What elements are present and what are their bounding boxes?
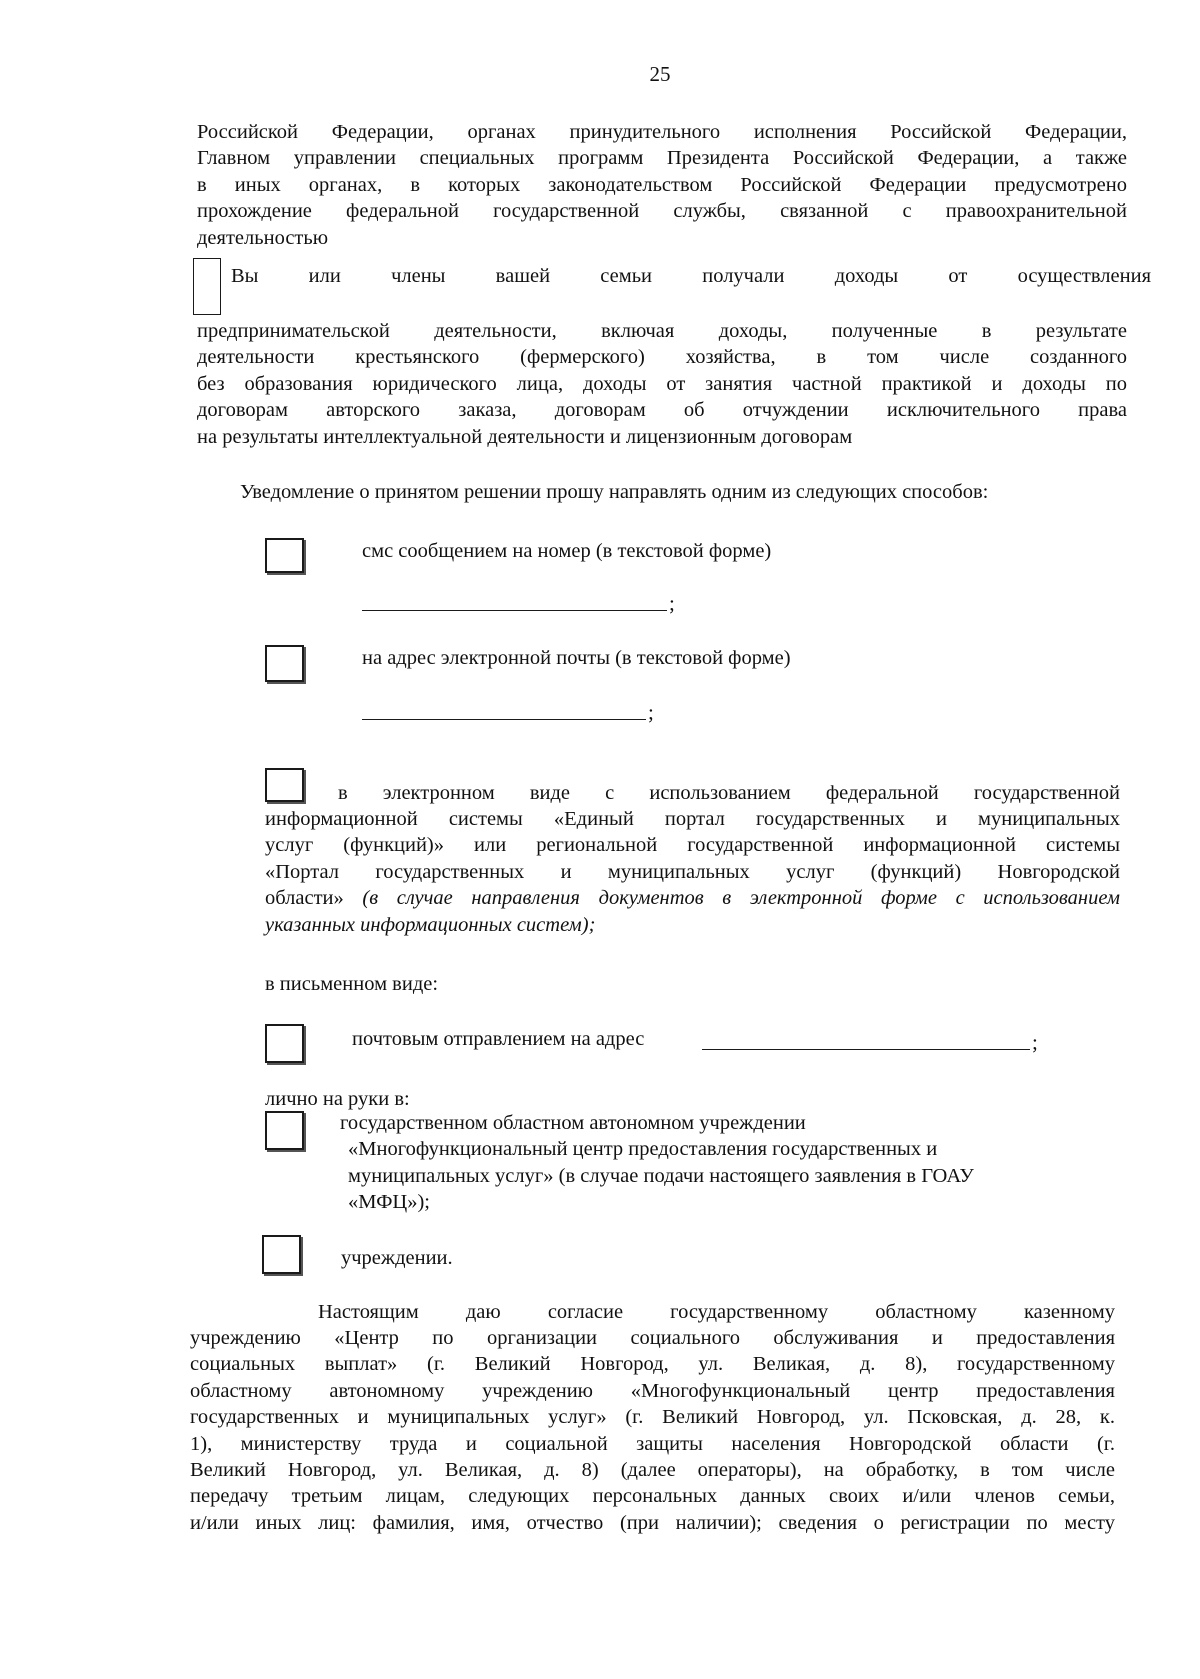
paragraph-consent bbox=[190, 1325, 1115, 1536]
checkbox-institution[interactable] bbox=[262, 1235, 301, 1274]
email-label: на адрес электронной почты (в текстовой форме) bbox=[362, 647, 791, 669]
checkbox-portal[interactable] bbox=[265, 768, 304, 802]
portal-region-text: области» bbox=[265, 887, 363, 910]
text-line: областному автономному учреждению «Многофункциональный центр предоставления bbox=[190, 1379, 1115, 1402]
text-line: учреждению «Центр по организации социального обслуживания и предоставления bbox=[190, 1327, 1115, 1349]
text-line: деятельности крестьянского (фермерского) хозяйства, в том числе созданного bbox=[197, 346, 1127, 369]
checkbox-post[interactable] bbox=[265, 1024, 304, 1063]
sms-semicolon: ; bbox=[669, 591, 675, 615]
sms-number-field[interactable] bbox=[362, 610, 667, 611]
checkbox-mfc[interactable] bbox=[265, 1111, 304, 1150]
text-line: государственных и муниципальных услуг» (г. Великий Новгород, ул. Псковская, д. 28, к. bbox=[190, 1406, 1115, 1429]
text-line: муниципальных услуг» (в случае подачи настоящего заявления в ГОАУ bbox=[348, 1164, 974, 1187]
sms-label: смс сообщением на номер (в текстовой форме) bbox=[362, 540, 772, 562]
institution-label: учреждении. bbox=[341, 1247, 453, 1269]
text-line: 1), министерству труда и социальной защиты населения Новгородской области (г. bbox=[190, 1432, 1115, 1455]
text-line: прохождение федеральной государственной службы, связанной с правоохранительной bbox=[197, 200, 1127, 223]
text-line: деятельностью bbox=[197, 226, 329, 249]
checkbox-business-income[interactable] bbox=[193, 258, 221, 315]
text-line: Главном управлении специальных программ Президента Российской Федерации, а также bbox=[197, 147, 1127, 170]
text-line: Великий Новгород, ул. Великая, д. 8) (далее операторы), на обработку, в том числе bbox=[190, 1459, 1115, 1482]
text-line: социальных выплат» (г. Великий Новгород, ул. Великая, д. 8), государственному bbox=[190, 1353, 1115, 1376]
email-address-field[interactable] bbox=[362, 719, 646, 720]
notification-heading: Уведомление о принятом решении прошу направлять одним из следующих способов: bbox=[240, 481, 989, 503]
text-line: услуг (функций)» или региональной государственной информационной системы bbox=[265, 834, 1120, 857]
text-line: на результаты интеллектуальной деятельности и лицензионным договорам bbox=[197, 425, 853, 448]
portal-first-line: в электронном виде с использованием федеральной государственной bbox=[338, 782, 1120, 804]
post-address-field[interactable] bbox=[702, 1049, 1030, 1050]
text-line: и/или иных лиц: фамилия, имя, отчество (при наличии); сведения о регистрации по месту bbox=[190, 1511, 1115, 1534]
paragraph-law-enforcement bbox=[197, 119, 1127, 251]
page-number: 25 bbox=[649, 62, 671, 86]
checkbox-sms[interactable] bbox=[265, 538, 304, 573]
paragraph-portal bbox=[265, 806, 1120, 938]
text-line: информационной системы «Единый портал государственных и муниципальных bbox=[265, 808, 1120, 830]
text-line: предпринимательской деятельности, включая доходы, полученные в результате bbox=[197, 320, 1127, 342]
business-income-first-line: Вы или члены вашей семьи получали доходы от осуществления bbox=[231, 265, 1151, 287]
paragraph-business-income bbox=[197, 318, 1127, 450]
consent-first-line: Настоящим даю согласие государственному областному казенному bbox=[318, 1301, 1115, 1323]
portal-note-italic-end: указанных информационных систем); bbox=[265, 913, 596, 936]
text-line bbox=[265, 885, 1120, 911]
post-semicolon: ; bbox=[1032, 1030, 1038, 1054]
in-person-heading: лично на руки в: bbox=[265, 1088, 410, 1110]
text-line: без образования юридического лица, доходы от занятия частной практикой и доходы по bbox=[197, 372, 1127, 395]
text-line: в иных органах, в которых законодательством Российской Федерации предусмотрено bbox=[197, 173, 1127, 196]
text-line: передачу третьим лицам, следующих персональных данных своих и/или членов семьи, bbox=[190, 1485, 1115, 1508]
email-semicolon: ; bbox=[648, 700, 654, 724]
post-label: почтовым отправлением на адрес bbox=[352, 1028, 645, 1050]
text-line: государственном областном автономном учреждении bbox=[340, 1112, 806, 1134]
paragraph-mfc bbox=[340, 1110, 1140, 1216]
text-line: «МФЦ»); bbox=[348, 1191, 430, 1214]
text-line: «Портал государственных и муниципальных услуг (функций) Новгородской bbox=[265, 860, 1120, 883]
text-line: договорам авторского заказа, договорам об отчуждении исключительного права bbox=[197, 399, 1127, 422]
portal-note-italic: (в случае направления документов в электронной форме с использованием bbox=[362, 887, 1120, 910]
checkbox-email[interactable] bbox=[265, 645, 304, 682]
text-line: «Многофункциональный центр предоставления государственных и bbox=[348, 1138, 938, 1161]
text-line: Российской Федерации, органах принудительного исполнения Российской Федерации, bbox=[197, 121, 1127, 143]
written-heading: в письменном виде: bbox=[265, 973, 439, 995]
